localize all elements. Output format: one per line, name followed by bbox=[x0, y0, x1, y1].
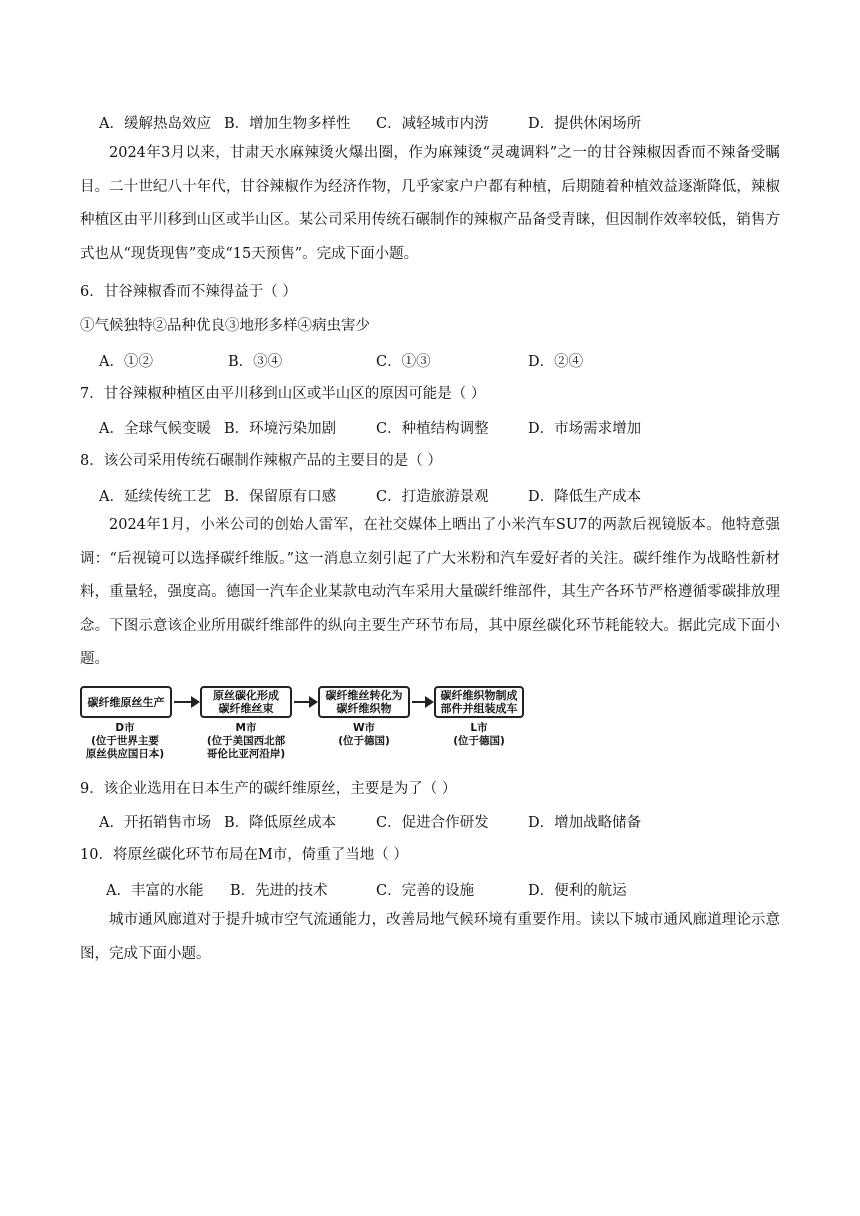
q5-option-a: A．缓解热岛效应 bbox=[99, 116, 211, 132]
q8-option-a: A．延续传统工艺 bbox=[99, 489, 211, 505]
flow-arrow-3 bbox=[412, 701, 432, 703]
q9-option-a: A．开拓销售市场 bbox=[99, 815, 211, 831]
q9-option-c: C．促进合作研发 bbox=[376, 815, 489, 831]
q8-option-d: D．降低生产成本 bbox=[528, 489, 642, 505]
q10-stem: 10．将原丝碳化环节布局在M市，倚重了当地（ ） bbox=[80, 847, 408, 863]
q5-option-d: D．提供休闲场所 bbox=[528, 116, 642, 132]
flow-step-1-caption bbox=[70, 722, 180, 761]
flow-step-3-caption bbox=[314, 722, 414, 748]
flow-step-3-box bbox=[318, 686, 410, 718]
flow-arrow-2 bbox=[294, 701, 316, 703]
q6-option-b: B．③④ bbox=[228, 354, 283, 370]
q9-option-d: D．增加战略储备 bbox=[528, 815, 642, 831]
flow-step-1-label: 碳纤维原丝生产 bbox=[87, 695, 165, 709]
passage-ventilation-corridor: 城市通风廊道对于提升城市空气流通能力，改善局地气候环境有重要作用。读以下城市通风廊道理论示意图，完成下面小题。 bbox=[80, 912, 780, 962]
flow-step-2-city: M市 bbox=[235, 722, 257, 734]
q6-option-c: C．①③ bbox=[376, 354, 431, 370]
q8-option-b: B．保留原有口感 bbox=[224, 489, 337, 505]
flow-arrow-1 bbox=[174, 701, 198, 703]
flow-step-1-note-line2: 原丝供应国日本) bbox=[85, 748, 165, 760]
q10-option-a: A．丰富的水能 bbox=[106, 883, 204, 899]
q10-option-c: C．完善的设施 bbox=[376, 883, 475, 899]
q5-option-b: B．增加生物多样性 bbox=[224, 116, 351, 132]
q6-option-d: D．②④ bbox=[528, 354, 584, 370]
flow-step-3-label-line2: 碳纤维织物 bbox=[336, 702, 392, 715]
flow-step-3-note: (位于德国) bbox=[338, 735, 390, 747]
flow-step-2-note-line1: (位于美国西北部 bbox=[206, 735, 286, 747]
flow-step-4-caption bbox=[429, 722, 529, 748]
flow-step-4-label-line2: 部件并组装成车 bbox=[440, 702, 518, 715]
flow-step-4-label-line1: 碳纤维织物制成 bbox=[440, 689, 518, 702]
flow-step-1-box bbox=[80, 686, 172, 718]
flow-step-2-box bbox=[200, 686, 292, 718]
q10-option-d: D．便利的航运 bbox=[528, 883, 627, 899]
flow-step-2-label-line1: 原丝碳化形成 bbox=[213, 689, 279, 702]
flow-step-3-city: W市 bbox=[352, 722, 376, 734]
q8-stem: 8．该公司采用传统石碾制作辣椒产品的主要目的是（ ） bbox=[80, 453, 442, 469]
q7-option-d: D．市场需求增加 bbox=[528, 421, 642, 437]
q8-option-c: C．打造旅游景观 bbox=[376, 489, 489, 505]
production-flow-diagram bbox=[80, 680, 540, 770]
q10-option-b: B．先进的技术 bbox=[230, 883, 328, 899]
flow-step-3-label-line1: 碳纤维丝转化为 bbox=[325, 689, 403, 702]
q9-option-b: B．降低原丝成本 bbox=[224, 815, 337, 831]
q7-stem: 7．甘谷辣椒种植区由平川移到山区或半山区的原因可能是（ ） bbox=[80, 386, 486, 402]
flow-step-4-note: (位于德国) bbox=[453, 735, 505, 747]
q7-option-b: B．环境污染加剧 bbox=[224, 421, 337, 437]
flow-step-2-label-line2: 碳纤维丝束 bbox=[218, 702, 274, 715]
flow-step-4-city: L市 bbox=[470, 722, 488, 734]
q6-statements: ①气候独特②品种优良③地形多样④病虫害少 bbox=[80, 318, 370, 334]
passage-chili: 2024年3月以来，甘肃天水麻辣烫火爆出圈，作为麻辣烫“灵魂调料”之一的甘谷辣椒因香而不辣备受瞩目。二十世纪八十年代，甘谷辣椒作为经济作物，几乎家家户户都有种植，后期随着种植效益逐渐降低，辣椒种植区由平川移到山区或半山区。某公司采用传统石碾制作的辣椒产品备受青睐，但因制作效率较低，销售方式也从“现货现售”变成“15天预售”。完成下面小题。 bbox=[80, 145, 780, 262]
q6-option-a: A．①② bbox=[99, 354, 153, 370]
flow-step-2-note-line2: 哥伦比亚河沿岸) bbox=[206, 748, 286, 760]
q5-option-c: C．减轻城市内涝 bbox=[376, 116, 489, 132]
q6-stem: 6．甘谷辣椒香而不辣得益于（ ） bbox=[80, 284, 297, 300]
flow-step-1-city: D市 bbox=[115, 722, 135, 734]
flow-step-1-note-line1: (位于世界主要 bbox=[91, 735, 159, 747]
flow-step-4-box bbox=[434, 686, 524, 718]
q7-option-a: A．全球气候变暖 bbox=[99, 421, 211, 437]
q9-stem: 9．该企业选用在日本生产的碳纤维原丝，主要是为了（ ） bbox=[80, 781, 457, 797]
passage-carbon-fiber: 2024年1月，小米公司的创始人雷军，在社交媒体上晒出了小米汽车SU7的两款后视镜版本。他特意强调：“后视镜可以选择碳纤维版。”这一消息立刻引起了广大米粉和汽车爱好者的关注。碳纤维作为战略性新材料，重量轻，强度高。德国一汽车企业某款电动汽车采用大量碳纤维部件，其生产各环节严格遵循零碳排放理念。下图示意该企业所用碳纤维部件的纵向主要生产环节布局，其中原丝碳化环节耗能较大。据此完成下面小题。 bbox=[80, 517, 780, 668]
flow-step-2-caption bbox=[191, 722, 301, 761]
q7-option-c: C．种植结构调整 bbox=[376, 421, 489, 437]
